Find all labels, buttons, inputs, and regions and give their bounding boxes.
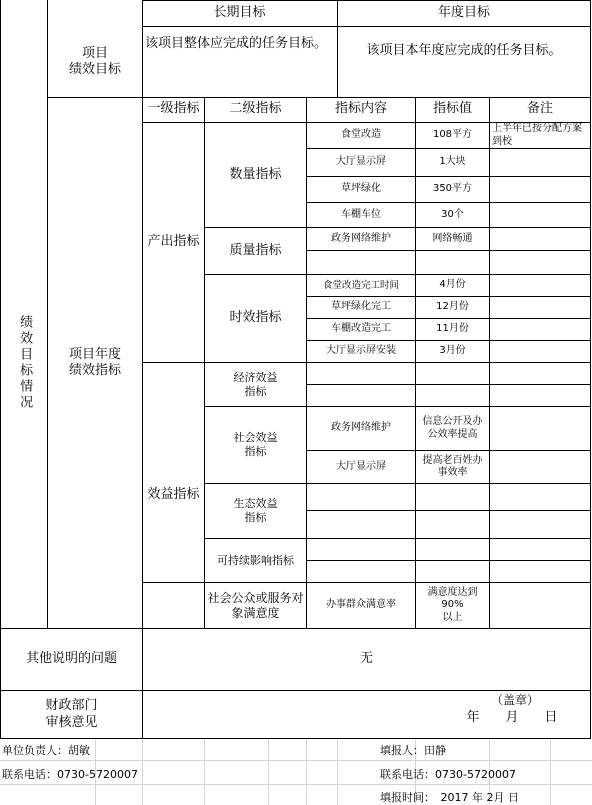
satisfaction-label: 社会公众或服务对象满意度 [207,590,304,620]
filler: 填报人：田静 [380,744,446,757]
project-goals-label: 项目 绩效目标 [68,45,121,77]
annual-indicators-label: 项目年度 绩效指标 [68,346,121,378]
table-cell: 食堂改造完工时间 [322,279,399,291]
table-cell: 车棚车位 [341,208,381,220]
level2-header: 二级指标 [229,101,282,117]
long-term-goal-text: 该项目整体应完成的任务目标。 [145,36,328,51]
table-cell: 大厅显示屏 [336,460,386,472]
table-cell: 满意度达到 90% 以上 [427,586,478,623]
sustainable-impact-label: 可持续影响指标 [217,553,294,567]
table-cell: 350平方 [432,183,473,195]
annual-target-header: 年度目标 [437,5,490,21]
table-cell: 提高老百姓办事效率 [422,454,483,478]
table-cell: 3月份 [439,345,466,357]
table-cell: 草坪绿化 [341,183,381,195]
table-cell: 网络畅通 [432,232,473,244]
section-label: 绩效目标情况 [17,315,33,411]
table-cell: 政务网络维护 [331,232,391,244]
social-benefit-label: 社会效益 指标 [233,431,278,458]
finance-review-label: 财政部门 审核意见 [45,698,98,730]
content-header: 指标内容 [334,101,387,117]
table-cell: 车棚改造完工 [331,323,391,335]
other-issues-label: 其他说明的问题 [25,651,117,667]
remark-header: 备注 [526,101,553,117]
table-cell: 30个 [441,208,464,220]
long-term-target-header: 长期目标 [213,5,266,21]
review-date: 年 月 日 [466,709,558,725]
table-cell: 信息公开及办公效率提高 [422,416,483,440]
table-cell: 上半年已按分配方案到校 [492,123,582,147]
other-issues-value: 无 [359,651,373,667]
table-cell: 11月份 [436,323,469,335]
economic-benefit-label: 经济效益 指标 [233,370,278,398]
fill-date: 填报时间： 2017 年 2月 日 [380,791,519,804]
ecological-benefit-label: 生态效益 指标 [233,497,278,524]
timeliness-indicator-label: 时效指标 [229,310,282,326]
table-cell: 大厅显示屏安装 [326,345,396,357]
benefit-indicator-label: 效益指标 [147,487,200,503]
table-cell: 12月份 [436,301,469,313]
level1-header: 一级指标 [147,101,200,117]
table-cell: 食堂改造 [341,129,381,141]
table-cell: 大厅显示屏 [336,156,386,168]
table-cell: 108平方 [432,129,473,141]
phone-right: 联系电话：0730-5720007 [380,768,516,781]
table-cell: 草坪绿化完工 [331,301,391,313]
value-header: 指标值 [432,101,472,117]
quantity-indicator-label: 数量指标 [229,166,282,182]
output-indicator-label: 产出指标 [147,234,200,250]
table-cell: 办事群众满意率 [326,599,396,611]
annual-goal-text: 该项目本年度应完成的任务目标。 [366,42,562,58]
table-cell: 1大块 [439,156,466,168]
table-cell: 政务网络维护 [331,422,391,434]
table-cell: 4月份 [439,279,466,291]
phone-left: 联系电话：0730-5720007 [2,768,138,781]
quality-indicator-label: 质量指标 [229,242,282,258]
seal-placeholder: （盖章） [490,692,539,707]
unit-head: 单位负责人：胡敏 [2,744,90,757]
